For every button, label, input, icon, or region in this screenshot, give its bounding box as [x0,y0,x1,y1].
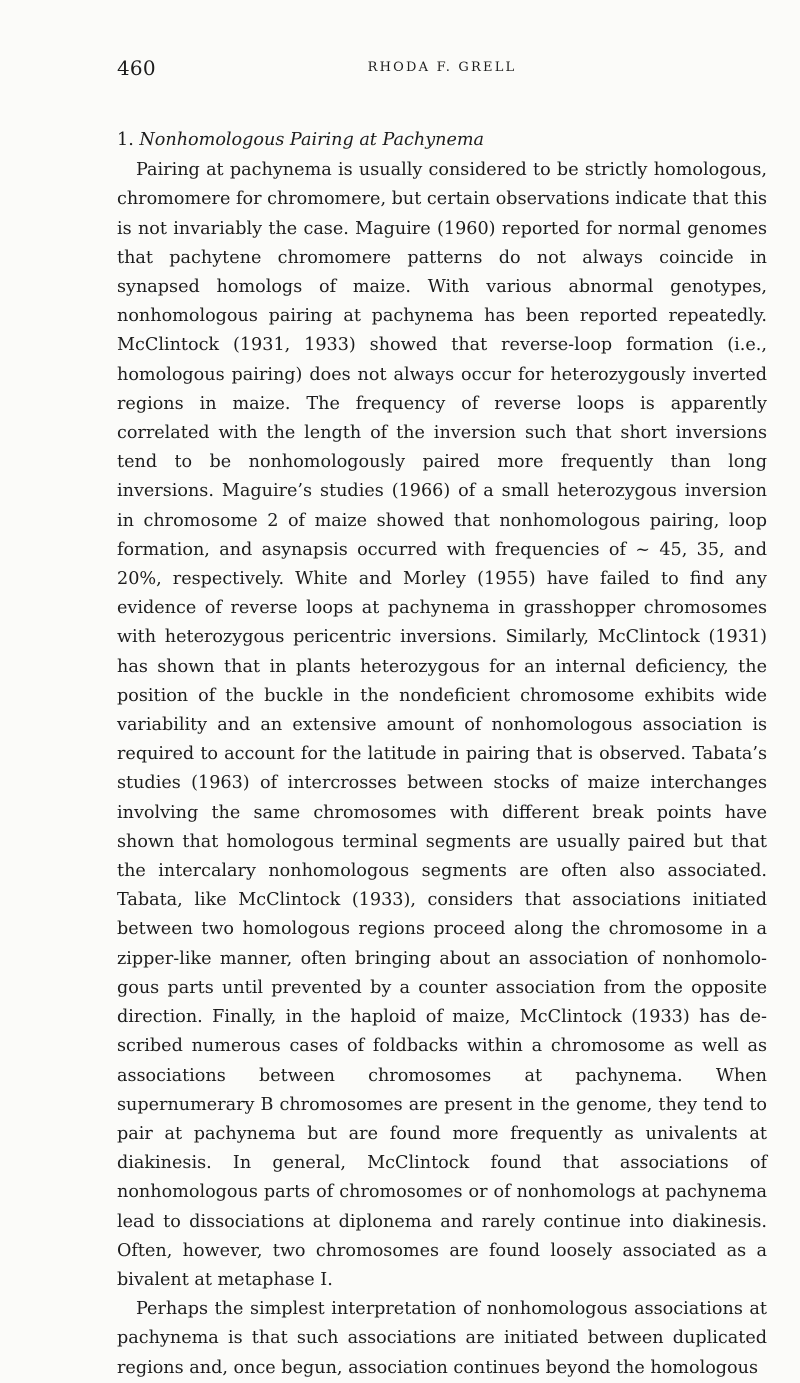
section-heading [117,126,767,155]
page-number: 460 [117,56,156,80]
section-number: 1. [117,130,134,150]
page-header [117,56,767,86]
body-text [117,126,767,1383]
running-head: RHODA F. GRELL [367,60,517,75]
paragraph: Pairing at pachynema is usually considered to be strictly homologous, chromomere for chromomere, but certain observations indicate that this is not invariably the case. Maguire (1960) reported for normal genomes that pachytene chromomere patterns do not always coincide in synapsed homologs of maize. With various abnormal genotypes, nonhomologous pairing at pachynema has been reported repeatedly. McClintock (1931, 1933) showed that reverse-loop formation (i.e., homologous pairing) does not always occur for heterozygously inverted regions in maize. The frequency of reverse loops is apparently correlated with the length of the inversion such that short inversions tend to be nonhomologously paired more frequently than long inversions. Maguire’s studies (1966) of a small heterozygous inversion in chromosome 2 of maize showed that nonhomologous pairing, loop formation, and asynapsis occurred with frequencies of ~ 45, 35, and 20%, respectively. White and Morley (1955) have failed to find any evidence of reverse loops at pachynema in grasshopper chromosomes with heterozygous pericentric inversions. Similarly, McClintock (1931) has shown that in plants heterozygous for an internal deficiency, the position of the buckle in the nondeficient chromosome exhibits wide variability and an extensive amount of nonhomologous association is required to account for the latitude in pairing that is observed. Tabata’s studies (1963) of intercrosses between stocks of maize interchanges involving the same chromosomes with different break points have shown that homologous terminal segments are usually paired but that the intercalary nonhomologous segments are often also associated. Tabata, like McClintock (1933), considers that associations initiated between two homologous regions proceed along the chromosome in a zipper-like manner, often bringing about an association of nonhomologous parts until prevented by a counter association from the opposite direction. Finally, in the haploid of maize, McClintock (1933) has described numerous cases of foldbacks within a chromosome as well as associations between chromosomes at pachynema. When supernumerary B chromosomes are present in the genome, they tend to pair at pachynema but are found more frequently as univalents at diakinesis. In general, McClintock found that associations of nonhomologous parts of chromosomes or of nonhomologs at pachynema lead to dissociations at diplonema and rarely continue into diakinesis. Often, however, two chromosomes are found loosely associated as a bivalent at metaphase I. [117,160,767,1290]
section-title: Nonhomologous Pairing at Pachynema [139,130,485,150]
paragraph: Perhaps the simplest interpretation of nonhomologous associations at pachynema is that such associations are initiated between duplicated regions and, once begun, association continues beyond the homologous [117,1299,767,1378]
